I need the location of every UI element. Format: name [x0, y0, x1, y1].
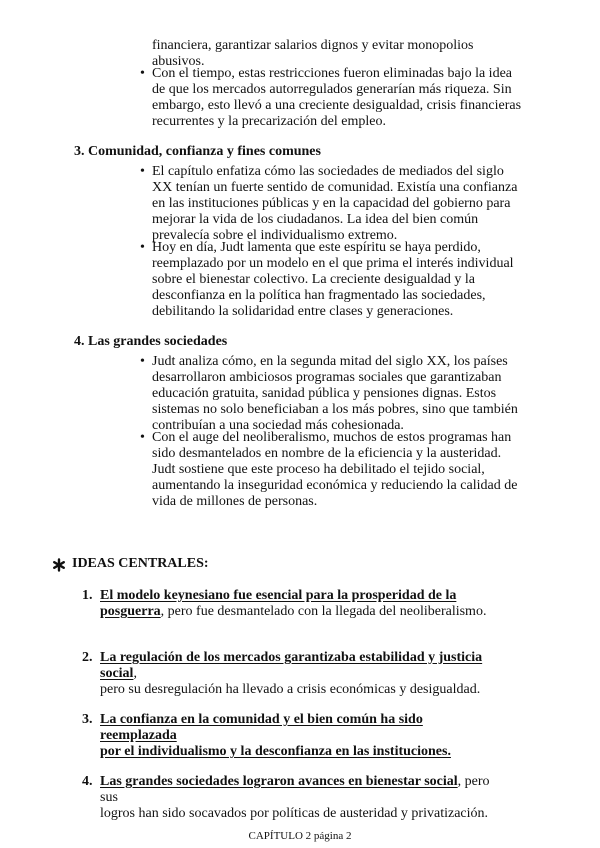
section-title: 4. Las grandes sociedades [74, 334, 228, 349]
text-line: Con el tiempo, estas restricciones fueron eliminadas bajo la idea [152, 66, 512, 81]
text-line: sobre el bienestar colectivo. La creciente desigualdad y la [152, 272, 476, 287]
idea-number: 3. [82, 712, 93, 727]
ideas-heading: IDEAS CENTRALES: [72, 556, 209, 571]
bullet-icon: • [140, 66, 145, 81]
idea-number: 1. [82, 588, 93, 603]
text-line: sido desmantelados en nombre de la eficiencia y la austeridad. [152, 446, 502, 461]
text-line: El capítulo enfatiza cómo las sociedades de mediados del siglo [152, 164, 504, 179]
text-line: XX tenían un fuerte sentido de comunidad. Existía una confianza [152, 180, 518, 195]
asterisk-bullet-icon [52, 558, 66, 572]
text-line: sistemas no solo beneficiaban a los más pobres, sino que también [152, 402, 518, 417]
bullet-item [152, 430, 522, 510]
text-line: financiera, garantizar salarios dignos y evitar monopolios [152, 38, 474, 53]
bullet-item [152, 240, 522, 320]
idea-text: pero su desregulación ha llevado a crisis económicas y desigualdad. [100, 682, 481, 697]
text-line: mejorar la vida de los ciudadanos. La idea del bien común [152, 212, 479, 227]
text-line: Hoy en día, Judt lamenta que este espíritu se haya perdido, [152, 240, 481, 255]
idea-emphasis: La confianza en la comunidad y el bien común ha sido reemplazada [100, 712, 423, 743]
text-line: embargo, esto llevó a una creciente desigualdad, crisis financieras [152, 98, 522, 113]
bullet-icon: • [140, 430, 145, 445]
bullet-icon: • [140, 354, 145, 369]
idea-number: 4. [82, 774, 93, 789]
text-line: abusivos. [152, 54, 205, 69]
text-line: vida de millones de personas. [152, 494, 318, 509]
idea-text: , pero sus [100, 774, 490, 805]
idea-emphasis: por el individualismo y la desconfianza en las instituciones. [100, 744, 451, 759]
bullet-icon: • [140, 240, 145, 255]
idea-text: , pero fue desmantelado con la llegada del neoliberalismo. [160, 604, 487, 619]
text-line: Judt sostiene que este proceso ha debilitado el tejido social, [152, 462, 485, 477]
idea-emphasis: El modelo keynesiano fue esencial para la prosperidad de la [100, 588, 457, 603]
bullet-item [152, 66, 522, 130]
idea-emphasis: posguerra [100, 604, 161, 619]
text-line: contribuían a una sociedad más cohesionada. [152, 418, 404, 433]
text-line: desconfianza en la política han fragmentado las sociedades, [152, 288, 486, 303]
text-line: educación gratuita, sanidad pública y pensiones dignas. Estos [152, 386, 497, 401]
text-line: de que los mercados autorregulados generarían más riqueza. Sin [152, 82, 512, 97]
text-line: recurrentes y la precarización del empleo. [152, 114, 386, 129]
text-line: en las instituciones públicas y en la capacidad del gobierno para [152, 196, 511, 211]
idea-text: logros han sido socavados por políticas de austeridad y privatización. [100, 806, 489, 821]
idea-number: 2. [82, 650, 93, 665]
text-line: desarrollaron ambiciosos programas sociales que garantizaban [152, 370, 502, 385]
text-line: aumentando la inseguridad económica y reduciendo la calidad de [152, 478, 518, 493]
idea-text: , [133, 666, 137, 681]
text-line: prevalecía sobre el individualismo extremo. [152, 228, 398, 243]
text-line: Con el auge del neoliberalismo, muchos de estos programas han [152, 430, 512, 445]
idea-emphasis: La regulación de los mercados garantizaba estabilidad y justicia social [100, 650, 483, 681]
text-line: debilitando la solidaridad entre clases y generaciones. [152, 304, 454, 319]
bullet-item [152, 164, 522, 244]
bullet-icon: • [140, 164, 145, 179]
page-footer: CAPÍTULO 2 página 2 [248, 830, 352, 842]
bullet-item [152, 354, 522, 434]
text-line: reemplazado por un modelo en el que prima el interés individual [152, 256, 514, 271]
section-title: 3. Comunidad, confianza y fines comunes [74, 144, 321, 159]
idea-emphasis: Las grandes sociedades lograron avances en bienestar social [100, 774, 458, 789]
text-line: Judt analiza cómo, en la segunda mitad del siglo XX, los países [152, 354, 508, 369]
